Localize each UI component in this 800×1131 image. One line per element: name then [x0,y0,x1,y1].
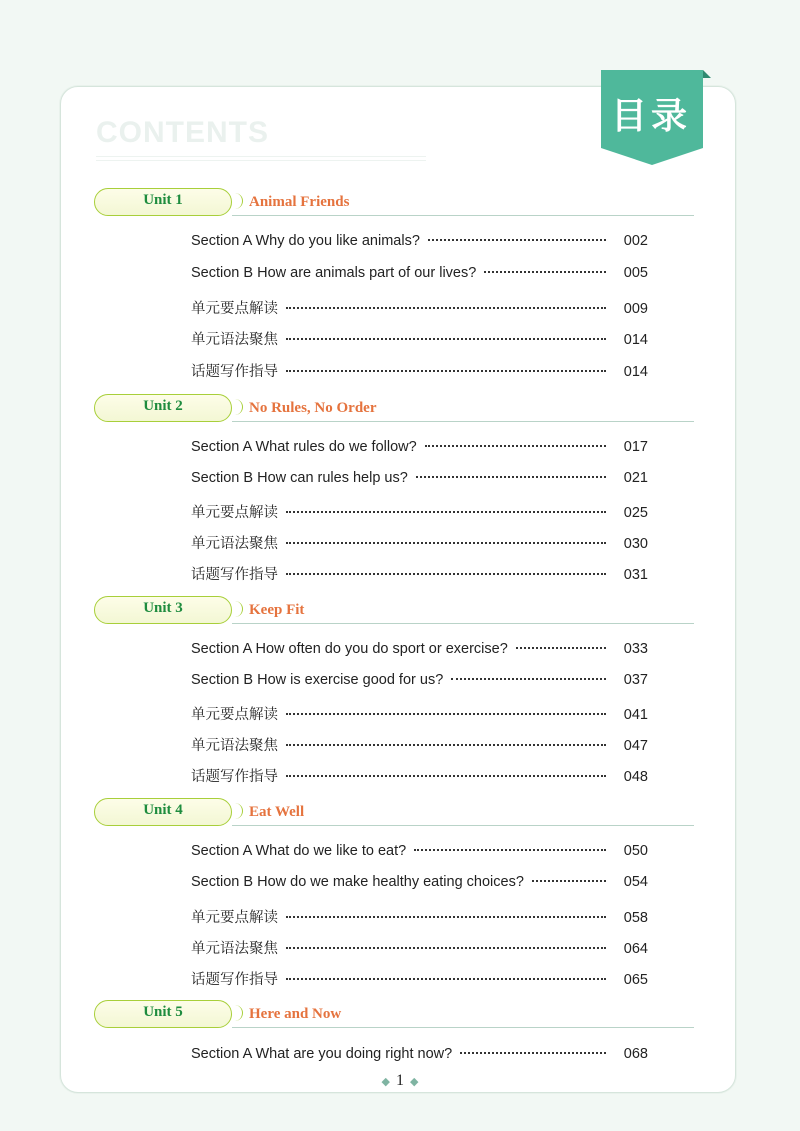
toc-entry-title: 单元要点解读 [191,301,278,317]
toc-entry[interactable] [191,937,648,959]
dot-leader [286,511,606,513]
page-number-value: 1 [396,1072,404,1089]
toc-entry-page: 017 [623,439,648,455]
unit-divider [232,825,694,826]
toc-entry-title: Section B How are animals part of our lives? [191,265,477,281]
unit-label: Unit 2 [143,398,183,414]
diamond-ornament-icon: ◆ [410,1075,419,1088]
unit-label: Unit 1 [143,192,183,208]
dot-leader [286,307,606,309]
contents-rule [96,156,426,161]
unit-divider [232,215,694,216]
toc-entry-page: 021 [623,470,648,486]
toc-entry-title: Section A Why do you like animals? [191,233,420,249]
toc-entry[interactable] [191,734,648,756]
dot-leader [425,445,606,447]
toc-entry[interactable] [191,874,648,896]
dot-leader [286,947,606,949]
unit-divider [232,421,694,422]
dot-leader [532,880,606,882]
unit-label: Unit 3 [143,600,183,616]
toc-entry-title: 单元语法聚焦 [191,941,278,957]
unit-pill-tail [234,601,243,617]
unit-pill-tail [234,1005,243,1021]
unit-header [94,1000,694,1032]
toc-entry[interactable] [191,843,648,865]
toc-entry-page: 054 [623,874,648,890]
page-title: 目录 [610,96,691,137]
dot-leader [286,542,606,544]
toc-entry-page: 041 [623,707,648,723]
toc-entry-page: 058 [623,910,648,926]
unit-pill-tail [234,193,243,209]
unit-header [94,188,694,220]
toc-entry-title: Section B How do we make healthy eating choices? [191,874,524,890]
toc-entry-page: 031 [623,567,648,583]
diamond-ornament-icon: ◆ [381,1075,390,1088]
toc-entry-page: 047 [623,738,648,754]
toc-entry-title: 单元要点解读 [191,505,278,521]
toc-entry[interactable] [191,906,648,928]
dot-leader [286,744,606,746]
toc-entry[interactable] [191,641,648,663]
toc-entry-page: 025 [623,505,648,521]
toc-entry-title: Section A How often do you do sport or exercise? [191,641,508,657]
dot-leader [286,338,606,340]
unit-title: No Rules, No Order [249,400,377,416]
unit-label: Unit 4 [143,802,183,818]
dot-leader [286,370,606,372]
toc-entry-page: 014 [623,364,648,380]
dot-leader [484,271,606,273]
toc-entry-title: 话题写作指导 [191,364,278,380]
toc-entry-title: 单元语法聚焦 [191,536,278,552]
toc-entry-title: 单元语法聚焦 [191,738,278,754]
toc-entry[interactable] [191,233,648,255]
toc-entry-page: 064 [623,941,648,957]
toc-entry-title: Section A What do we like to eat? [191,843,407,859]
toc-entry-title: Section A What rules do we follow? [191,439,417,455]
toc-entry[interactable] [191,501,648,523]
unit-divider [232,1027,694,1028]
toc-entry-page: 005 [623,265,648,281]
toc-entry[interactable] [191,765,648,787]
toc-entry-title: 单元要点解读 [191,707,278,723]
toc-entry[interactable] [191,968,648,990]
toc-entry-page: 037 [623,672,648,688]
toc-entry[interactable] [191,1046,648,1068]
toc-entry-title: 话题写作指导 [191,972,278,988]
toc-entry-page: 009 [623,301,648,317]
toc-entry[interactable] [191,532,648,554]
unit-title: Here and Now [249,1006,342,1022]
unit-title: Animal Friends [249,194,350,210]
unit-label: Unit 5 [143,1004,183,1020]
toc-entry[interactable] [191,328,648,350]
title-tab [601,70,711,165]
dot-leader [416,476,606,478]
toc-entry-title: 单元语法聚焦 [191,332,278,348]
dot-leader [516,647,606,649]
toc-entry[interactable] [191,703,648,725]
toc-entry[interactable] [191,439,648,461]
dot-leader [286,775,606,777]
toc-entry-page: 002 [623,233,648,249]
dot-leader [286,573,606,575]
dot-leader [414,849,606,851]
dot-leader [451,678,606,680]
toc-entry-page: 014 [623,332,648,348]
dot-leader [286,916,606,918]
toc-entry-title: 单元要点解读 [191,910,278,926]
toc-entry-title: Section A What are you doing right now? [191,1046,453,1062]
dot-leader [428,239,606,241]
toc-entry-title: Section B How is exercise good for us? [191,672,444,688]
unit-header [94,798,694,830]
unit-title: Eat Well [249,804,305,820]
toc-entry[interactable] [191,563,648,585]
unit-pill-tail [234,399,243,415]
dot-leader [460,1052,606,1054]
toc-entry-page: 030 [623,536,648,552]
unit-divider [232,623,694,624]
toc-entry-title: 话题写作指导 [191,769,278,785]
unit-header [94,394,694,426]
toc-entry-page: 048 [623,769,648,785]
unit-title: Keep Fit [249,602,305,618]
toc-entry[interactable] [191,360,648,382]
toc-entry[interactable] [191,297,648,319]
dot-leader [286,978,606,980]
unit-header [94,596,694,628]
toc-entry-title: 话题写作指导 [191,567,278,583]
toc-entry[interactable] [191,672,648,694]
toc-entry[interactable] [191,265,648,287]
contents-watermark: CONTENTS [96,116,269,149]
toc-entry-page: 065 [623,972,648,988]
toc-entry[interactable] [191,470,648,492]
dot-leader [286,713,606,715]
toc-entry-title: Section B How can rules help us? [191,470,408,486]
unit-pill-tail [234,803,243,819]
toc-entry-page: 033 [623,641,648,657]
page-number [360,1072,440,1090]
toc-entry-page: 050 [623,843,648,859]
toc-entry-page: 068 [623,1046,648,1062]
